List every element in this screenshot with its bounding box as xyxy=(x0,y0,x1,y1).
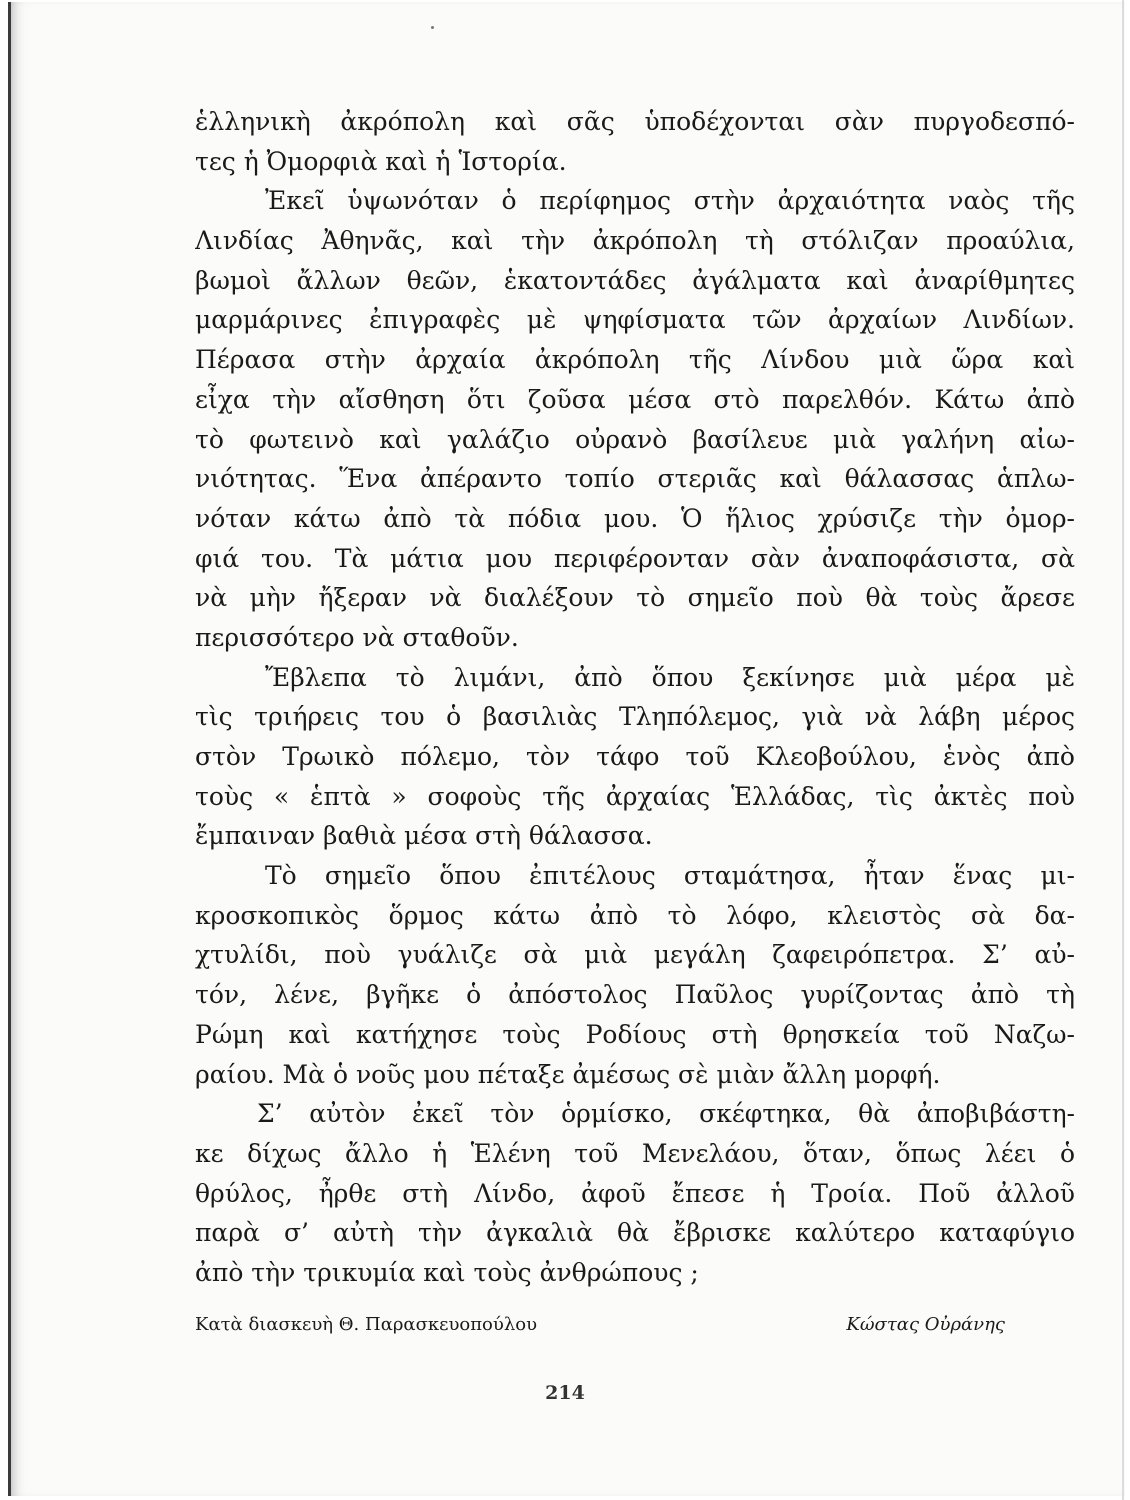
body-text xyxy=(195,102,1075,1293)
text-line: χτυλίδι, ποὺ γυάλιζε σὰ μιὰ μεγάλη ζαφειρόπετρα. Σ’ αὐ- xyxy=(195,940,1075,970)
page-number: 214 xyxy=(545,1382,585,1404)
text-line: ἀπὸ τὴν τρικυμία καὶ τοὺς ἀνθρώπους ; xyxy=(195,1257,699,1287)
text-line: εἶχα τὴν αἴσθηση ὅτι ζοῦσα μέσα στὸ παρελθόν. Κάτω ἀπὸ xyxy=(195,384,1075,414)
text-line: ἔμπαιναν βαθιὰ μέσα στὴ θάλασσα. xyxy=(195,821,653,851)
text-line: νιότητας. Ἕνα ἀπέραντο τοπίο στεριᾶς καὶ θάλασσας ἁπλω- xyxy=(195,464,1075,494)
text-line: βωμοὶ ἄλλων θεῶν, ἑκατοντάδες ἀγάλματα καὶ ἀναρίθμητες xyxy=(195,265,1075,295)
text-line: Ἔβλεπα τὸ λιμάνι, ἀπὸ ὅπου ξεκίνησε μιὰ μέρα μὲ xyxy=(265,662,1075,692)
text-line: Ἐκεῖ ὑψωνόταν ὁ περίφημος στὴν ἀρχαιότητα ναὸς τῆς xyxy=(265,186,1075,216)
text-line: φιά του. Τὰ μάτια μου περιφέρονταν σὰν ἀναποφάσιστα, σὰ xyxy=(195,543,1075,573)
text-line: Ρώμη καὶ κατήχησε τοὺς Ροδίους στὴ θρησκεία τοῦ Ναζω- xyxy=(195,1019,1075,1049)
text-line: τὸ φωτεινὸ καὶ γαλάζιο οὐρανὸ βασίλευε μιὰ γαλήνη αἰω- xyxy=(195,424,1075,454)
text-line: παρὰ σ’ αὐτὴ τὴν ἀγκαλιὰ θὰ ἔβρισκε καλύτερο καταφύγιο xyxy=(195,1218,1075,1248)
text-line: μαρμάρινες ἐπιγραφὲς μὲ ψηφίσματα τῶν ἀρχαίων Λινδίων. xyxy=(195,305,1075,335)
text-line: νόταν κάτω ἀπὸ τὰ πόδια μου. Ὁ ἥλιος χρύσιζε τὴν ὀμορ- xyxy=(195,503,1075,533)
text-line: νὰ μὴν ἤξεραν νὰ διαλέξουν τὸ σημεῖο ποὺ θὰ τοὺς ἄρεσε xyxy=(195,583,1075,613)
text-line: τοὺς « ἑπτὰ » σοφοὺς τῆς ἀρχαίας Ἑλλάδας, τὶς ἀκτὲς ποὺ xyxy=(195,781,1075,811)
author-name: Κώστας Οὐράνης xyxy=(846,1314,1005,1335)
text-line: ραίου. Μὰ ὁ νοῦς μου πέταξε ἀμέσως σὲ μιὰν ἄλλη μορφή. xyxy=(195,1059,941,1089)
text-line: ἑλληνικὴ ἀκρόπολη καὶ σᾶς ὑποδέχονται σὰν πυργοδεσπό- xyxy=(195,107,1075,136)
text-line: τὶς τριήρεις του ὁ βασιλιὰς Τληπόλεμος, γιὰ νὰ λάβη μέρος xyxy=(195,702,1075,732)
text-line: θρύλος, ἦρθε στὴ Λίνδο, ἀφοῦ ἔπεσε ἡ Τροία. Ποῦ ἀλλοῦ xyxy=(195,1178,1075,1208)
book-page xyxy=(8,2,1125,1496)
adaptation-credit: Κατὰ διασκευὴ Θ. Παρασκευοπούλου xyxy=(195,1314,538,1335)
text-line: κροσκοπικὸς ὅρμος κάτω ἀπὸ τὸ λόφο, κλειστὸς σὰ δα- xyxy=(195,900,1075,930)
text-line: Σ’ αὐτὸν ἐκεῖ τὸν ὁρμίσκο, σκέφτηκα, θὰ ἀποβιβάστη- xyxy=(257,1099,1075,1129)
text-line: περισσότερο νὰ σταθοῦν. xyxy=(195,622,519,652)
text-line: τες ἡ Ὀμορφιὰ καὶ ἡ Ἱστορία. xyxy=(195,146,567,176)
text-line: στὸν Τρωικὸ πόλεμο, τὸν τάφο τοῦ Κλεοβούλου, ἑνὸς ἀπὸ xyxy=(195,742,1075,771)
text-line: Λινδίας Ἀθηνᾶς, καὶ τὴν ἀκρόπολη τὴ στόλιζαν προαύλια, xyxy=(195,226,1075,256)
text-line: Τὸ σημεῖο ὅπου ἐπιτέλους σταμάτησα, ἦταν ἕνας μι- xyxy=(265,861,1075,891)
credits xyxy=(195,1314,1005,1344)
page-edge xyxy=(1122,0,1124,1500)
text-line: τόν, λένε, βγῆκε ὁ ἀπόστολος Παῦλος γυρίζοντας ἀπὸ τὴ xyxy=(195,980,1075,1010)
text-line: Πέρασα στὴν ἀρχαία ἀκρόπολη τῆς Λίνδου μιὰ ὥρα καὶ xyxy=(195,345,1075,375)
speck xyxy=(431,26,434,29)
text-line: κε δίχως ἄλλο ἡ Ἑλένη τοῦ Μενελάου, ὅταν, ὅπως λέει ὁ xyxy=(195,1138,1075,1168)
